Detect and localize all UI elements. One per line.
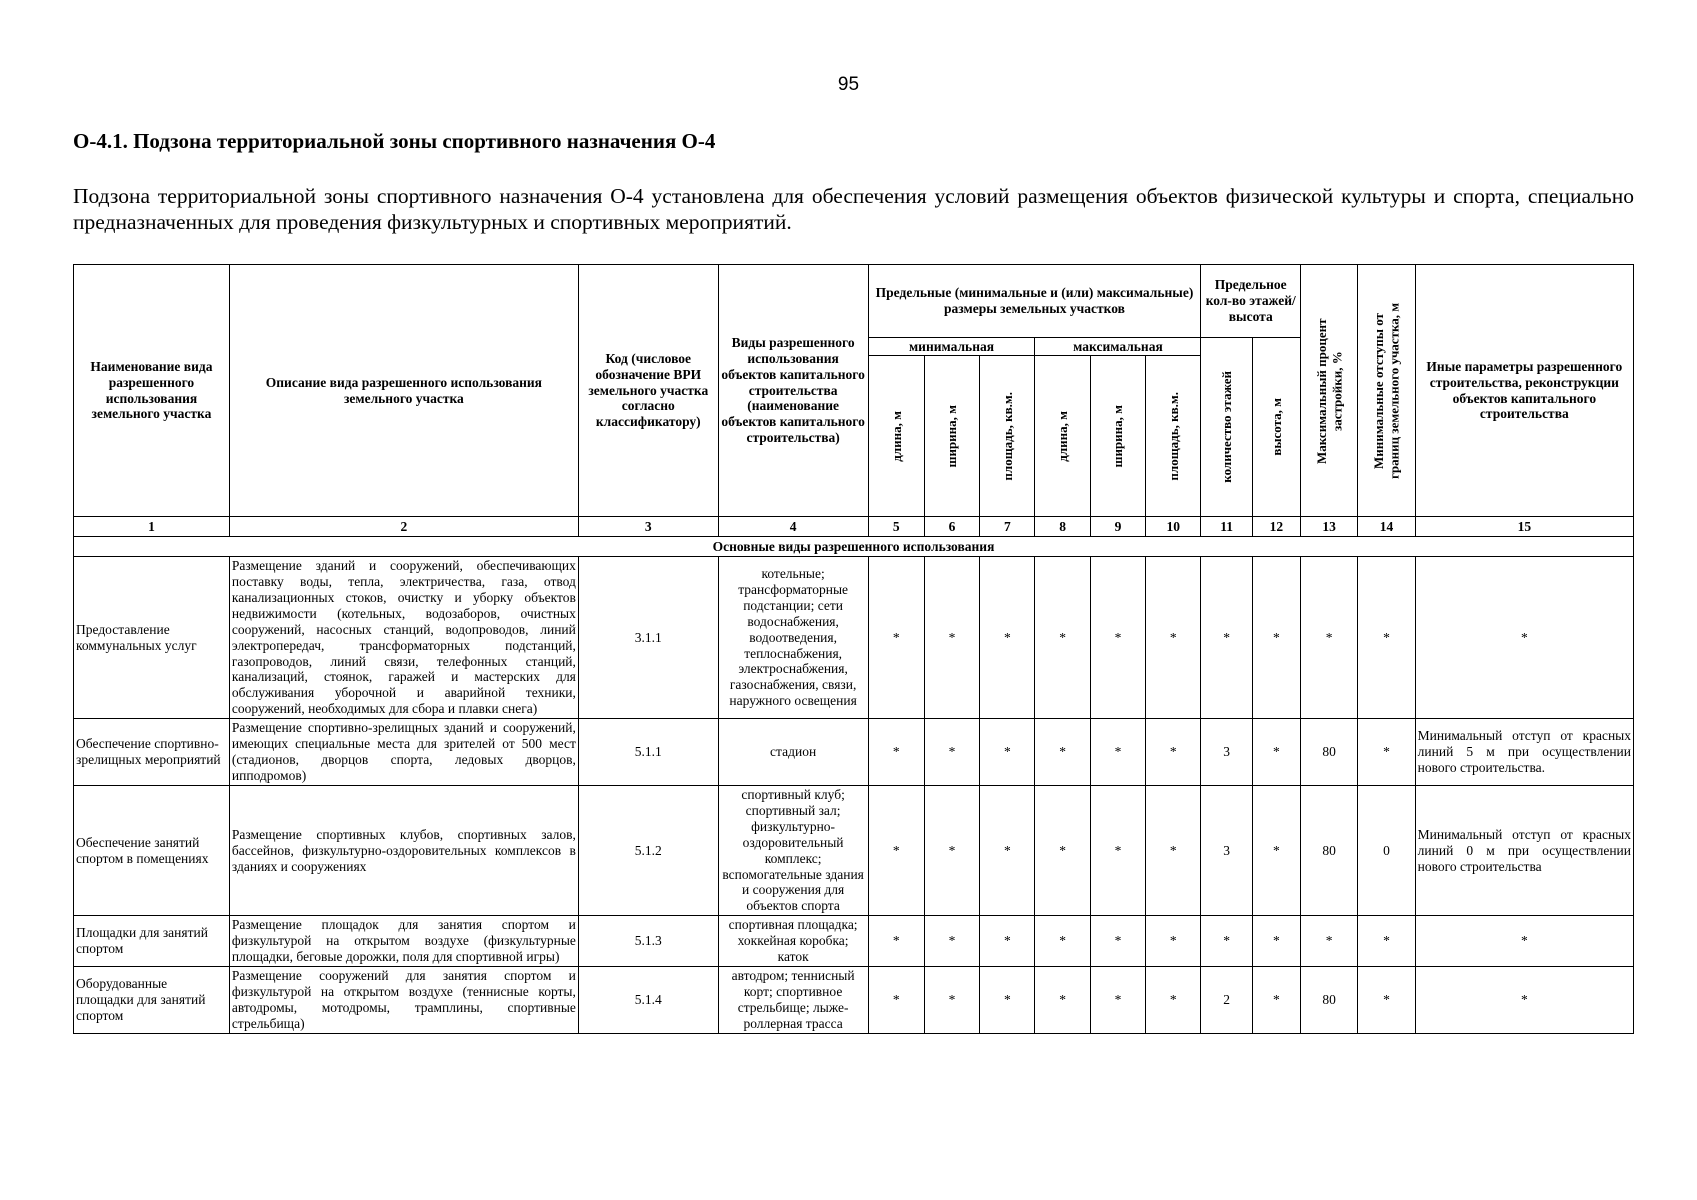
cell-setback: * [1358, 916, 1415, 967]
cell-min-width: * [924, 557, 979, 719]
cell-max-width: * [1090, 967, 1145, 1034]
header-max-length: длина, м [1035, 356, 1090, 517]
column-number: 3 [578, 517, 718, 537]
cell-min-area: * [980, 785, 1035, 915]
cell-max-length: * [1035, 916, 1090, 967]
cell-max-length: * [1035, 557, 1090, 719]
cell-height: * [1252, 785, 1300, 915]
cell-code: 5.1.4 [578, 967, 718, 1034]
header-name: Наименование вида разрешенного использования земельного участка [74, 265, 230, 517]
section-header: Основные виды разрешенного использования [74, 537, 1634, 557]
header-max-width: ширина, м [1090, 356, 1145, 517]
header-objects: Виды разрешенного использования объектов капитального строительства (наименование объектов капитального строительства) [718, 265, 868, 517]
cell-max-width: * [1090, 916, 1145, 967]
cell-floors: 3 [1201, 785, 1252, 915]
cell-height: * [1252, 916, 1300, 967]
cell-other: * [1415, 967, 1633, 1034]
cell-min-length: * [868, 785, 924, 915]
cell-max-length: * [1035, 719, 1090, 786]
cell-min-area: * [980, 967, 1035, 1034]
cell-percent: 80 [1301, 967, 1358, 1034]
regulations-table [73, 264, 1634, 1034]
section-header-row [74, 537, 1634, 557]
header-floors: количество этажей [1201, 338, 1252, 517]
cell-percent: * [1301, 916, 1358, 967]
cell-name: Обеспечение спортивно-зрелищных мероприятий [74, 719, 230, 786]
column-number: 7 [980, 517, 1035, 537]
cell-percent: 80 [1301, 719, 1358, 786]
cell-height: * [1252, 719, 1300, 786]
cell-setback: * [1358, 719, 1415, 786]
page-number: 95 [837, 74, 860, 95]
cell-percent: * [1301, 557, 1358, 719]
cell-height: * [1252, 967, 1300, 1034]
cell-name: Обеспечение занятий спортом в помещениях [74, 785, 230, 915]
cell-max-area: * [1146, 719, 1201, 786]
cell-height: * [1252, 557, 1300, 719]
column-number: 4 [718, 517, 868, 537]
cell-code: 5.1.1 [578, 719, 718, 786]
intro-paragraph: Подзона территориальной зоны спортивного назначения О-4 установлена для обеспечения условий размещения объектов физической культуры и спорта, специально предназначенных для проведения физкультурных и спортивных мероприятий. [73, 184, 1634, 234]
header-min-setback: Минимальные отступы от границ земельного участка, м [1358, 265, 1415, 517]
table-row [74, 916, 1634, 967]
header-min-length: длина, м [868, 356, 924, 517]
cell-name: Площадки для занятий спортом [74, 916, 230, 967]
table-row [74, 967, 1634, 1034]
cell-max-area: * [1146, 967, 1201, 1034]
column-number: 9 [1090, 517, 1145, 537]
table-row [74, 719, 1634, 786]
column-number: 2 [229, 517, 578, 537]
cell-code: 5.1.2 [578, 785, 718, 915]
cell-objects: стадион [718, 719, 868, 786]
cell-name: Оборудованные площадки для занятий спортом [74, 967, 230, 1034]
cell-min-area: * [980, 916, 1035, 967]
header-min-width: ширина, м [924, 356, 979, 517]
cell-max-length: * [1035, 967, 1090, 1034]
cell-floors: 2 [1201, 967, 1252, 1034]
cell-max-area: * [1146, 916, 1201, 967]
cell-setback: * [1358, 967, 1415, 1034]
cell-max-width: * [1090, 557, 1145, 719]
cell-floors: 3 [1201, 719, 1252, 786]
cell-objects: спортивный клуб; спортивный зал; физкультурно-оздоровительный комплекс; вспомогательные здания и сооружения для объектов спорта [718, 785, 868, 915]
cell-setback: 0 [1358, 785, 1415, 915]
cell-min-width: * [924, 967, 979, 1034]
column-number: 12 [1252, 517, 1300, 537]
section-title: О-4.1. Подзона территориальной зоны спортивного назначения О-4 [73, 129, 716, 153]
cell-min-length: * [868, 719, 924, 786]
cell-max-width: * [1090, 785, 1145, 915]
column-number: 14 [1358, 517, 1415, 537]
cell-objects: автодром; теннисный корт; спортивное стрельбище; лыже-роллерная трасса [718, 967, 868, 1034]
cell-min-area: * [980, 557, 1035, 719]
cell-floors: * [1201, 916, 1252, 967]
cell-objects: спортивная площадка; хоккейная коробка; каток [718, 916, 868, 967]
cell-min-length: * [868, 967, 924, 1034]
cell-objects: котельные; трансформаторные подстанции; сети водоснабжения, водоотведения, теплоснабжения, электроснабжения, газоснабжения, связи, наружного освещения [718, 557, 868, 719]
cell-code: 3.1.1 [578, 557, 718, 719]
column-numbers-row [74, 517, 1634, 537]
header-max-area: площадь, кв.м. [1146, 356, 1201, 517]
cell-setback: * [1358, 557, 1415, 719]
cell-floors: * [1201, 557, 1252, 719]
cell-min-length: * [868, 557, 924, 719]
cell-max-width: * [1090, 719, 1145, 786]
cell-other: Минимальный отступ от красных линий 5 м при осуществлении нового строительства. [1415, 719, 1633, 786]
cell-max-area: * [1146, 557, 1201, 719]
table-row [74, 557, 1634, 719]
column-number: 15 [1415, 517, 1633, 537]
cell-min-width: * [924, 785, 979, 915]
column-number: 1 [74, 517, 230, 537]
cell-max-area: * [1146, 785, 1201, 915]
cell-description: Размещение площадок для занятия спортом и физкультурой на открытом воздухе (физкультурные площадки, беговые дорожки, поля для спортивной игры) [229, 916, 578, 967]
cell-min-width: * [924, 916, 979, 967]
cell-min-length: * [868, 916, 924, 967]
header-max: максимальная [1035, 338, 1201, 356]
cell-other: Минимальный отступ от красных линий 0 м при осуществлении нового строительства [1415, 785, 1633, 915]
column-number: 8 [1035, 517, 1090, 537]
header-max-percent: Максимальный процент застройки, % [1301, 265, 1358, 517]
cell-min-area: * [980, 719, 1035, 786]
header-limits: Предельные (минимальные и (или) максимальные) размеры земельных участков [868, 265, 1201, 338]
header-other: Иные параметры разрешенного строительства, реконструкции объектов капитального строительства [1415, 265, 1633, 517]
cell-other: * [1415, 916, 1633, 967]
column-number: 5 [868, 517, 924, 537]
column-number: 13 [1301, 517, 1358, 537]
cell-description: Размещение зданий и сооружений, обеспечивающих поставку воды, тепла, электричества, газа, отвод канализационных стоков, очистку и уборку объектов недвижимости (котельных, водозаборов, очистных сооружений, насосных станций, водопроводов, линий электропередач, трансформаторных подстанций, газопроводов, линий связи, телефонных станций, канализаций, стоянок, гаражей и мастерских для обслуживания уборочной и аварийной техники, сооружений, необходимых для сбора и плавки снега) [229, 557, 578, 719]
cell-description: Размещение сооружений для занятия спортом и физкультурой на открытом воздухе (теннисные корты, автодромы, мотодромы, трамплины, спортивные стрельбища) [229, 967, 578, 1034]
header-min: минимальная [868, 338, 1035, 356]
cell-max-length: * [1035, 785, 1090, 915]
table-row [74, 785, 1634, 915]
header-floors-height: Предельное кол-во этажей/ высота [1201, 265, 1301, 338]
column-number: 6 [924, 517, 979, 537]
header-height: высота, м [1252, 338, 1300, 517]
cell-name: Предоставление коммунальных услуг [74, 557, 230, 719]
header-description: Описание вида разрешенного использования земельного участка [229, 265, 578, 517]
cell-other: * [1415, 557, 1633, 719]
cell-description: Размещение спортивно-зрелищных зданий и сооружений, имеющих специальные места для зрителей от 500 мест (стадионов, дворцов спорта, ледовых дворцов, ипподромов) [229, 719, 578, 786]
column-number: 10 [1146, 517, 1201, 537]
header-code: Код (числовое обозначение ВРИ земельного участка согласно классификатору) [578, 265, 718, 517]
column-number: 11 [1201, 517, 1252, 537]
cell-min-width: * [924, 719, 979, 786]
cell-percent: 80 [1301, 785, 1358, 915]
cell-description: Размещение спортивных клубов, спортивных залов, бассейнов, физкультурно-оздоровительных комплексов в зданиях и сооружениях [229, 785, 578, 915]
cell-code: 5.1.3 [578, 916, 718, 967]
header-min-area: площадь, кв.м. [980, 356, 1035, 517]
